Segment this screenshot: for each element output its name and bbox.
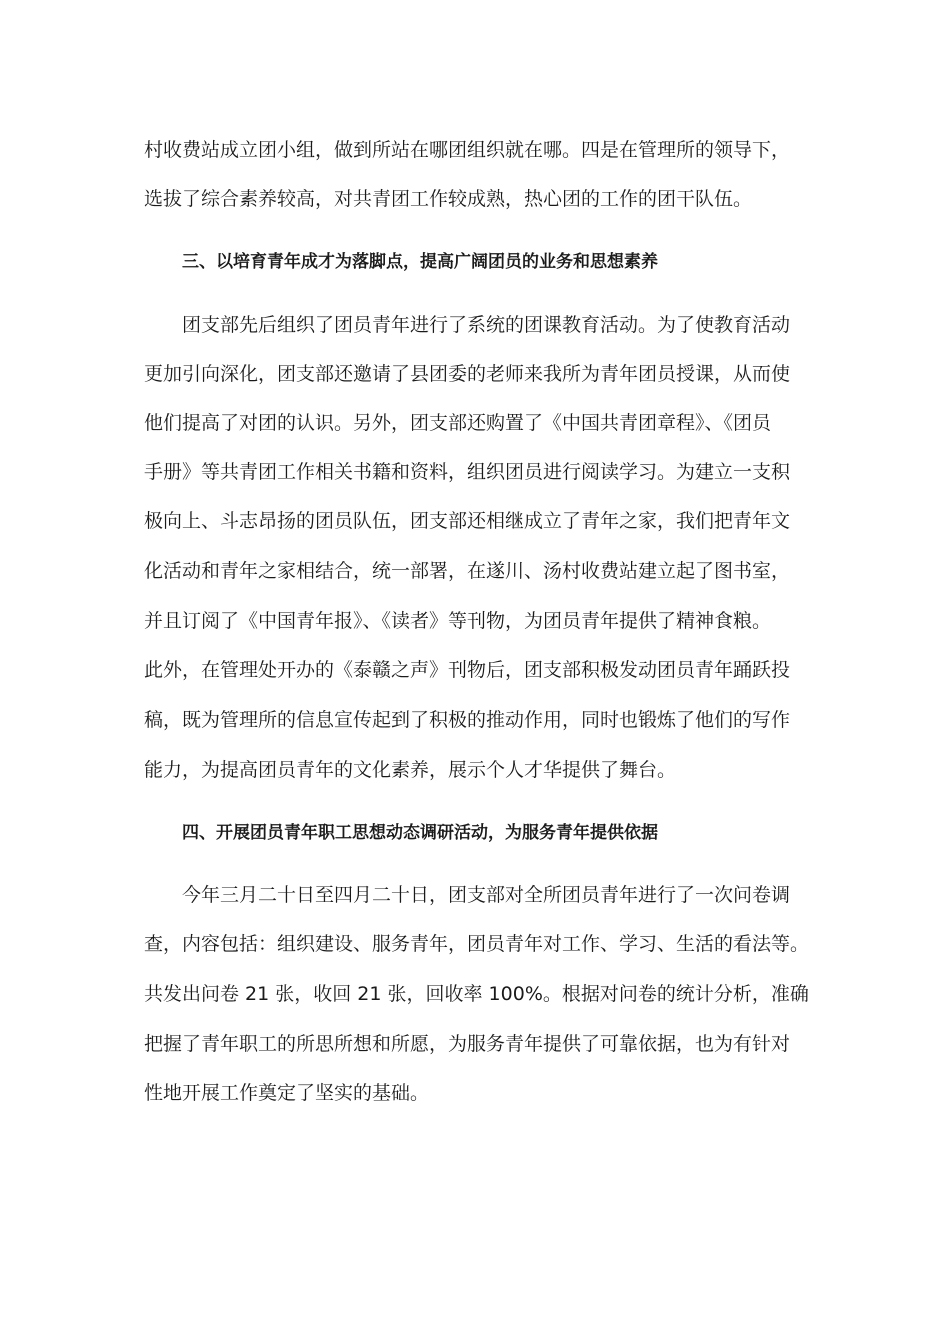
section-3-line-7: 并且订阅了《中国青年报》、《读者》等刊物，为团员青年提供了精神食粮。	[144, 610, 772, 632]
section-4-line-4: 把握了青年职工的所思所想和所愿，为服务青年提供了可靠依据，也为有针对	[144, 1033, 791, 1055]
section-4-line-1: 今年三月二十日至四月二十日，团支部对全所团员青年进行了一次问卷调	[182, 884, 791, 906]
section-3-line-9: 稿，既为管理所的信息宣传起到了积极的推动作用，同时也锻炼了他们的写作	[144, 709, 791, 731]
section-4-line-5: 性地开展工作奠定了坚实的基础。	[144, 1082, 430, 1104]
section-4-heading: 四、开展团员青年职工思想动态调研活动，为服务青年提供依据	[182, 823, 658, 843]
intro-line-1: 村收费站成立团小组，做到所站在哪团组织就在哪。四是在管理所的领导下，	[144, 139, 791, 161]
section-3-line-2: 更加引向深化，团支部还邀请了县团委的老师来我所为青年团员授课，从而使	[144, 363, 791, 385]
section-3-line-1: 团支部先后组织了团员青年进行了系统的团课教育活动。为了使教育活动	[182, 314, 791, 336]
section-3-line-3: 他们提高了对团的认识。另外，团支部还购置了《中国共青团章程》、《团员	[144, 412, 772, 434]
section-4-line-3: 共发出问卷 21 张，收回 21 张，回收率 100%。根据对问卷的统计分析，准确	[144, 983, 809, 1005]
section-4-line-2: 查，内容包括：组织建设、服务青年，团员青年对工作、学习、生活的看法等。	[144, 933, 810, 955]
section-3-line-8: 此外，在管理处开办的《泰赣之声》刊物后，团支部积极发动团员青年踊跃投	[144, 659, 791, 681]
section-3-line-10: 能力，为提高团员青年的文化素养，展示个人才华提供了舞台。	[144, 759, 677, 781]
section-3-line-6: 化活动和青年之家相结合，统一部署，在遂川、汤村收费站建立起了图书室，	[144, 560, 791, 582]
section-3-heading: 三、以培育青年成才为落脚点，提高广阔团员的业务和思想素养	[182, 252, 658, 272]
intro-line-2: 选拔了综合素养较高，对共青团工作较成熟，热心团的工作的团干队伍。	[144, 188, 753, 210]
section-3-line-5: 极向上、斗志昂扬的团员队伍，团支部还相继成立了青年之家，我们把青年文	[144, 510, 791, 532]
section-3-line-4: 手册》等共青团工作相关书籍和资料，组织团员进行阅读学习。为建立一支积	[144, 461, 791, 483]
